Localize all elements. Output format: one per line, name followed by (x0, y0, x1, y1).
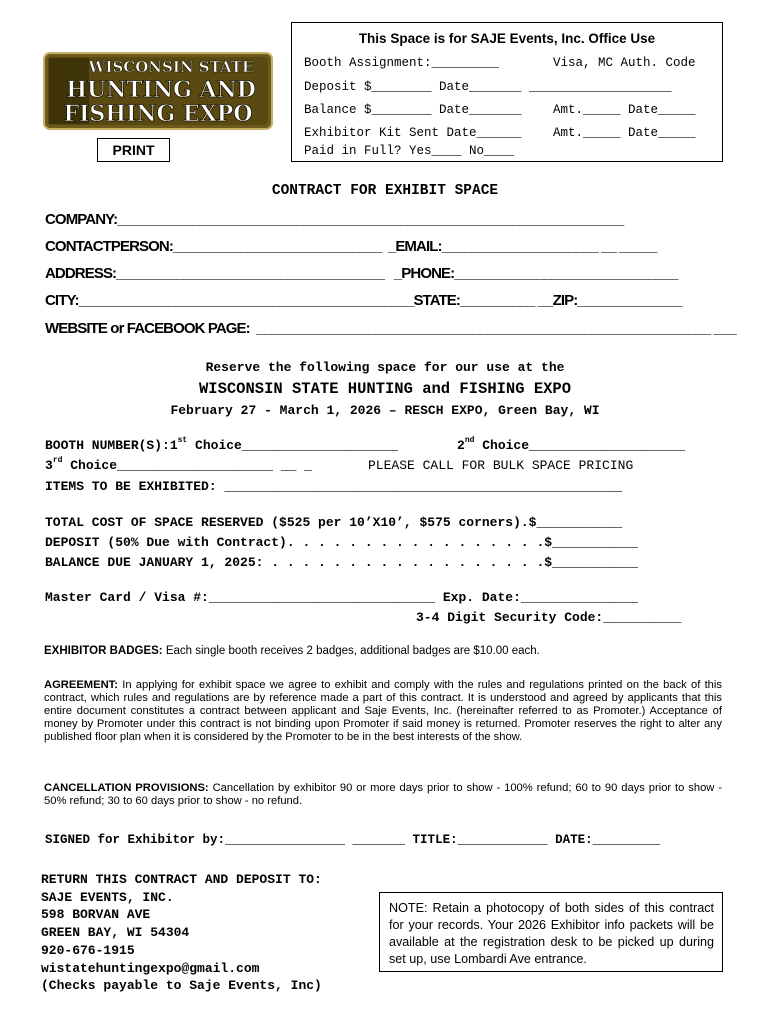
address-phone-field[interactable]: ADDRESS:____________________________________ _PHONE:______________________________ (45, 265, 678, 282)
return-city: GREEN BAY, WI 54304 (41, 925, 190, 941)
cancellation-label: CANCELLATION PROVISIONS: (44, 782, 209, 794)
badges-text: Each single booth receives 2 badges, additional badges are $10.00 each. (162, 645, 540, 657)
booth-assignment-field: Booth Assignment:_________ (304, 56, 500, 70)
deposit-office-field: Deposit $________ Date_______ ___________________ (304, 80, 672, 94)
kit-amt-field: Amt._____ Date_____ (553, 126, 696, 140)
booth-third-choice[interactable] (45, 458, 312, 473)
booth-second-choice[interactable] (457, 438, 685, 453)
expo-dates: February 27 - March 1, 2026 – RESCH EXPO, Green Bay, WI (170, 403, 600, 418)
contract-title: CONTRACT FOR EXHIBIT SPACE (271, 183, 499, 199)
office-use-title: This Space is for SAJE Events, Inc. Office Use (358, 31, 656, 46)
return-street: 598 BORVAN AVE (41, 907, 151, 923)
booth-third-label: 3 (45, 458, 53, 473)
logo-line-2: HUNTING AND (66, 77, 256, 103)
contact-email-field[interactable]: CONTACTPERSON:____________________________ _EMAIL:_____________________ __ _____ (45, 238, 657, 255)
balance-due-field[interactable]: BALANCE DUE JANUARY 1, 2025: . . . . . . . . . . . . . . . . . .$___________ (45, 555, 638, 570)
return-phone: 920-676-1915 (41, 942, 135, 958)
company-field[interactable]: COMPANY:____________________________________________________________________ (45, 211, 624, 228)
city-state-zip-field[interactable]: CITY:_____________________________________________STATE:__________ __ZIP:______________ (45, 292, 682, 309)
badges-section (44, 645, 540, 657)
reserve-line: Reserve the following space for our use at the (205, 360, 565, 375)
items-exhibited-field[interactable]: ITEMS TO BE EXHIBITED: ___________________________________________________ (45, 479, 623, 494)
office-use-box (291, 22, 723, 162)
return-checks: (Checks payable to Saje Events, Inc) (41, 978, 322, 994)
return-address (41, 871, 322, 995)
booth-first-label: BOOTH NUMBER(S):1 (45, 438, 178, 453)
return-company: SAJE EVENTS, INC. (41, 889, 174, 905)
logo-line-1: WISCONSIN STATE (88, 58, 254, 76)
cancellation-section (44, 782, 722, 808)
deposit-field[interactable]: DEPOSIT (50% Due with Contract). . . . . . . . . . . . . . . . .$___________ (45, 535, 638, 550)
booth-second-sup: nd (464, 436, 475, 445)
cancellation-text: Cancellation by exhibitor 90 or more days prior to show - 100% refund; 60 to 90 days prior to show - 50% refund; 30 to 60 days prior to show - no refund. (44, 782, 722, 807)
badges-label: EXHIBITOR BADGES: (44, 645, 163, 657)
note-box: NOTE: Retain a photocopy of both sides of this contract for your records. Your 2026 Exhibitor info packets will be available at the registration desk to be picked up during set up, use Lombardi Ave entrance. (379, 892, 723, 972)
agreement-section (44, 679, 722, 744)
booth-third-rest: Choice____________________ __ _ (62, 458, 313, 473)
card-number-field[interactable]: Master Card / Visa #:_____________________________ Exp. Date:_______________ (45, 590, 638, 605)
print-button[interactable]: PRINT (97, 138, 170, 162)
security-code-field[interactable]: 3-4 Digit Security Code:__________ (416, 610, 682, 625)
signature-field[interactable]: SIGNED for Exhibitor by:________________ _______ TITLE:____________ DATE:_________ (45, 833, 661, 847)
total-cost-field[interactable]: TOTAL COST OF SPACE RESERVED ($525 per 10’X10’, $575 corners).$___________ (45, 515, 623, 530)
booth-second-rest: Choice____________________ (474, 438, 686, 453)
website-field[interactable]: WEBSITE or FACEBOOK PAGE: _____________________________________________________________ ___ (45, 320, 736, 337)
logo-line-3: FISHING EXPO (63, 101, 253, 127)
kit-sent-field: Exhibitor Kit Sent Date______ (304, 126, 522, 140)
balance-amt-field: Amt._____ Date_____ (553, 103, 696, 117)
return-email: wistatehuntingexpo@gmail.com (41, 960, 260, 976)
booth-first-rest: Choice____________________ (187, 438, 398, 453)
booth-first-choice[interactable] (45, 438, 398, 453)
return-heading: RETURN THIS CONTRACT AND DEPOSIT TO: (41, 872, 322, 887)
agreement-label: AGREEMENT: (44, 679, 118, 691)
bulk-pricing-note: PLEASE CALL FOR BULK SPACE PRICING (368, 458, 634, 473)
visa-auth-code-label: Visa, MC Auth. Code (553, 56, 696, 70)
booth-second-label: 2 (457, 438, 465, 453)
booth-third-sup: rd (52, 456, 63, 465)
expo-name: WISCONSIN STATE HUNTING and FISHING EXPO (198, 380, 572, 398)
expo-logo (43, 52, 273, 130)
balance-office-field: Balance $________ Date_______ (304, 103, 522, 117)
paid-in-full-field: Paid in Full? Yes____ No____ (304, 144, 515, 158)
booth-first-sup: st (177, 436, 188, 445)
agreement-text: In applying for exhibit space we agree to exhibit and comply with the rules and regulations printed on the back of this contract, which rules and regulations are by reference made a part of this contract. It is understood and agreed by applicants that this entire document constitutes a contract between applicant and Saje Events, Inc. (hereinafter referred to as Promoter.) Acceptance of money by Promoter under this contract is not binding upon Promoter if said money is returned. Promoter reserves the right to alter any published floor plan when it is considered by the Promoter to be in the best interests of the show. (44, 679, 722, 743)
